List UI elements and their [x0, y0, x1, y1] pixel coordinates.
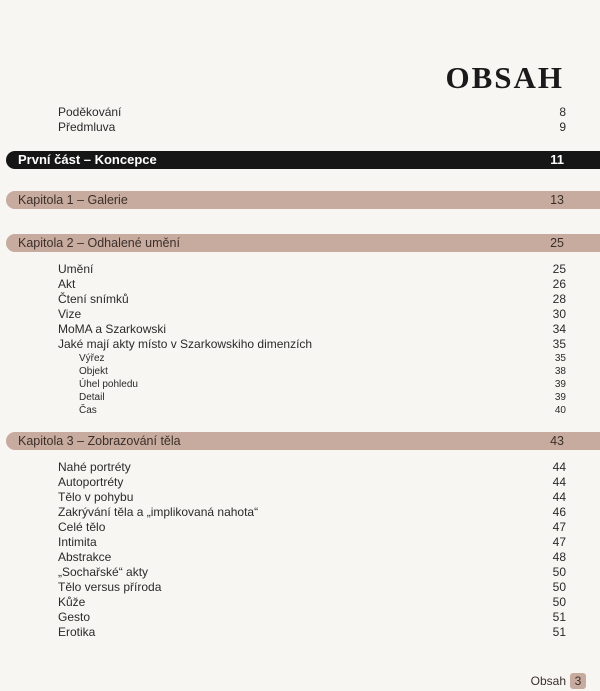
toc-entry-label: Autoportréty — [58, 475, 124, 489]
toc-entry[interactable] — [0, 474, 600, 490]
page-number-badge: 3 — [570, 673, 586, 689]
toc-entry-page: 44 — [552, 475, 566, 489]
part-heading[interactable] — [6, 151, 600, 169]
toc-entry-page: 44 — [552, 490, 566, 504]
toc-entry[interactable] — [0, 321, 600, 337]
toc-entry-label: Poděkování — [58, 105, 122, 119]
toc-entry-label: „Sochařské“ akty — [58, 565, 149, 579]
toc-subentry-label: Úhel pohledu — [79, 379, 138, 390]
toc-entry[interactable] — [0, 119, 600, 135]
toc-entry-label: Předmluva — [58, 120, 116, 134]
toc-entry-label: Nahé portréty — [58, 460, 131, 474]
toc-entry[interactable] — [0, 306, 600, 322]
toc-entry-page: 25 — [552, 262, 566, 276]
toc-entry[interactable] — [0, 504, 600, 520]
toc-entry-page: 30 — [552, 307, 566, 321]
toc-entry-page: 50 — [552, 580, 566, 594]
toc-entry-label: Jaké mají akty místo v Szarkowskiho dimenzích — [58, 337, 313, 351]
toc-subentry-page: 38 — [554, 366, 566, 377]
toc-entry-page: 35 — [552, 337, 566, 351]
toc-entry-label: Zakrývání těla a „implikovaná nahota“ — [58, 505, 259, 519]
toc-entry[interactable] — [0, 459, 600, 475]
toc-subentry-label: Čas — [79, 405, 97, 416]
toc-entry-label: Abstrakce — [58, 550, 112, 564]
toc-subentry-page: 35 — [554, 353, 566, 364]
toc-entry-label: Erotika — [58, 625, 96, 639]
toc-entry-page: 47 — [552, 535, 566, 549]
toc-entry-page: 26 — [552, 277, 566, 291]
chapter-heading-page: 13 — [550, 193, 564, 207]
toc-entry-page: 34 — [552, 322, 566, 336]
toc-entry[interactable] — [0, 489, 600, 505]
toc-subentry-page: 40 — [554, 405, 566, 416]
toc-entry-page: 48 — [552, 550, 566, 564]
toc-entry[interactable] — [0, 534, 600, 550]
toc-entry[interactable] — [0, 261, 600, 277]
toc-entry[interactable] — [0, 579, 600, 595]
toc-entry[interactable] — [0, 104, 600, 120]
toc-entry-page: 28 — [552, 292, 566, 306]
toc-subentry[interactable] — [0, 403, 600, 419]
toc-subentry-label: Výřez — [79, 353, 105, 364]
toc-entry[interactable] — [0, 549, 600, 565]
toc-entry-page: 50 — [552, 595, 566, 609]
toc-entry-label: Vize — [58, 307, 82, 321]
toc-entry-label: Tělo v pohybu — [58, 490, 134, 504]
toc-entry-label: Čtení snímků — [58, 292, 129, 306]
chapter-heading-page: 43 — [550, 434, 564, 448]
toc-entry-page: 51 — [552, 625, 566, 639]
toc-entry[interactable] — [0, 291, 600, 307]
toc-entry-label: Gesto — [58, 610, 91, 624]
toc-entry[interactable] — [0, 336, 600, 352]
toc-entry[interactable] — [0, 564, 600, 580]
page-footer — [400, 673, 600, 689]
chapter-heading[interactable] — [6, 234, 600, 252]
part-heading-label: První část – Koncepce — [18, 152, 157, 167]
toc-entry-page: 50 — [552, 565, 566, 579]
chapter-heading-label: Kapitola 1 – Galerie — [18, 193, 128, 207]
toc-entry-label: Intimita — [58, 535, 97, 549]
toc-entry[interactable] — [0, 624, 600, 640]
toc-entry-label: Umění — [58, 262, 94, 276]
toc-entry-label: Akt — [58, 277, 76, 291]
toc-entry-label: Kůže — [58, 595, 86, 609]
chapter-heading[interactable] — [6, 191, 600, 209]
chapter-heading[interactable] — [6, 432, 600, 450]
toc-entry[interactable] — [0, 594, 600, 610]
toc-entry[interactable] — [0, 276, 600, 292]
toc-entry-page: 8 — [559, 105, 566, 119]
toc-entry-page: 46 — [552, 505, 566, 519]
toc-subentry-page: 39 — [554, 379, 566, 390]
page-title: OBSAH — [445, 60, 564, 95]
toc-subentry-label: Objekt — [79, 366, 108, 377]
toc-entry[interactable] — [0, 609, 600, 625]
toc-entry-label: MoMA a Szarkowski — [58, 322, 167, 336]
part-heading-page: 11 — [550, 152, 564, 167]
toc-entry-label: Celé tělo — [58, 520, 106, 534]
toc-entry[interactable] — [0, 519, 600, 535]
chapter-heading-page: 25 — [550, 236, 564, 250]
toc-entry-page: 51 — [552, 610, 566, 624]
toc-entry-page: 9 — [559, 120, 566, 134]
toc-entry-label: Tělo versus příroda — [58, 580, 162, 594]
toc-entry-page: 44 — [552, 460, 566, 474]
footer-section-label: Obsah — [530, 674, 566, 688]
toc-entry-page: 47 — [552, 520, 566, 534]
chapter-heading-label: Kapitola 3 – Zobrazování těla — [18, 434, 181, 448]
toc-subentry-label: Detail — [79, 392, 105, 403]
toc-subentry-page: 39 — [554, 392, 566, 403]
chapter-heading-label: Kapitola 2 – Odhalené umění — [18, 236, 180, 250]
